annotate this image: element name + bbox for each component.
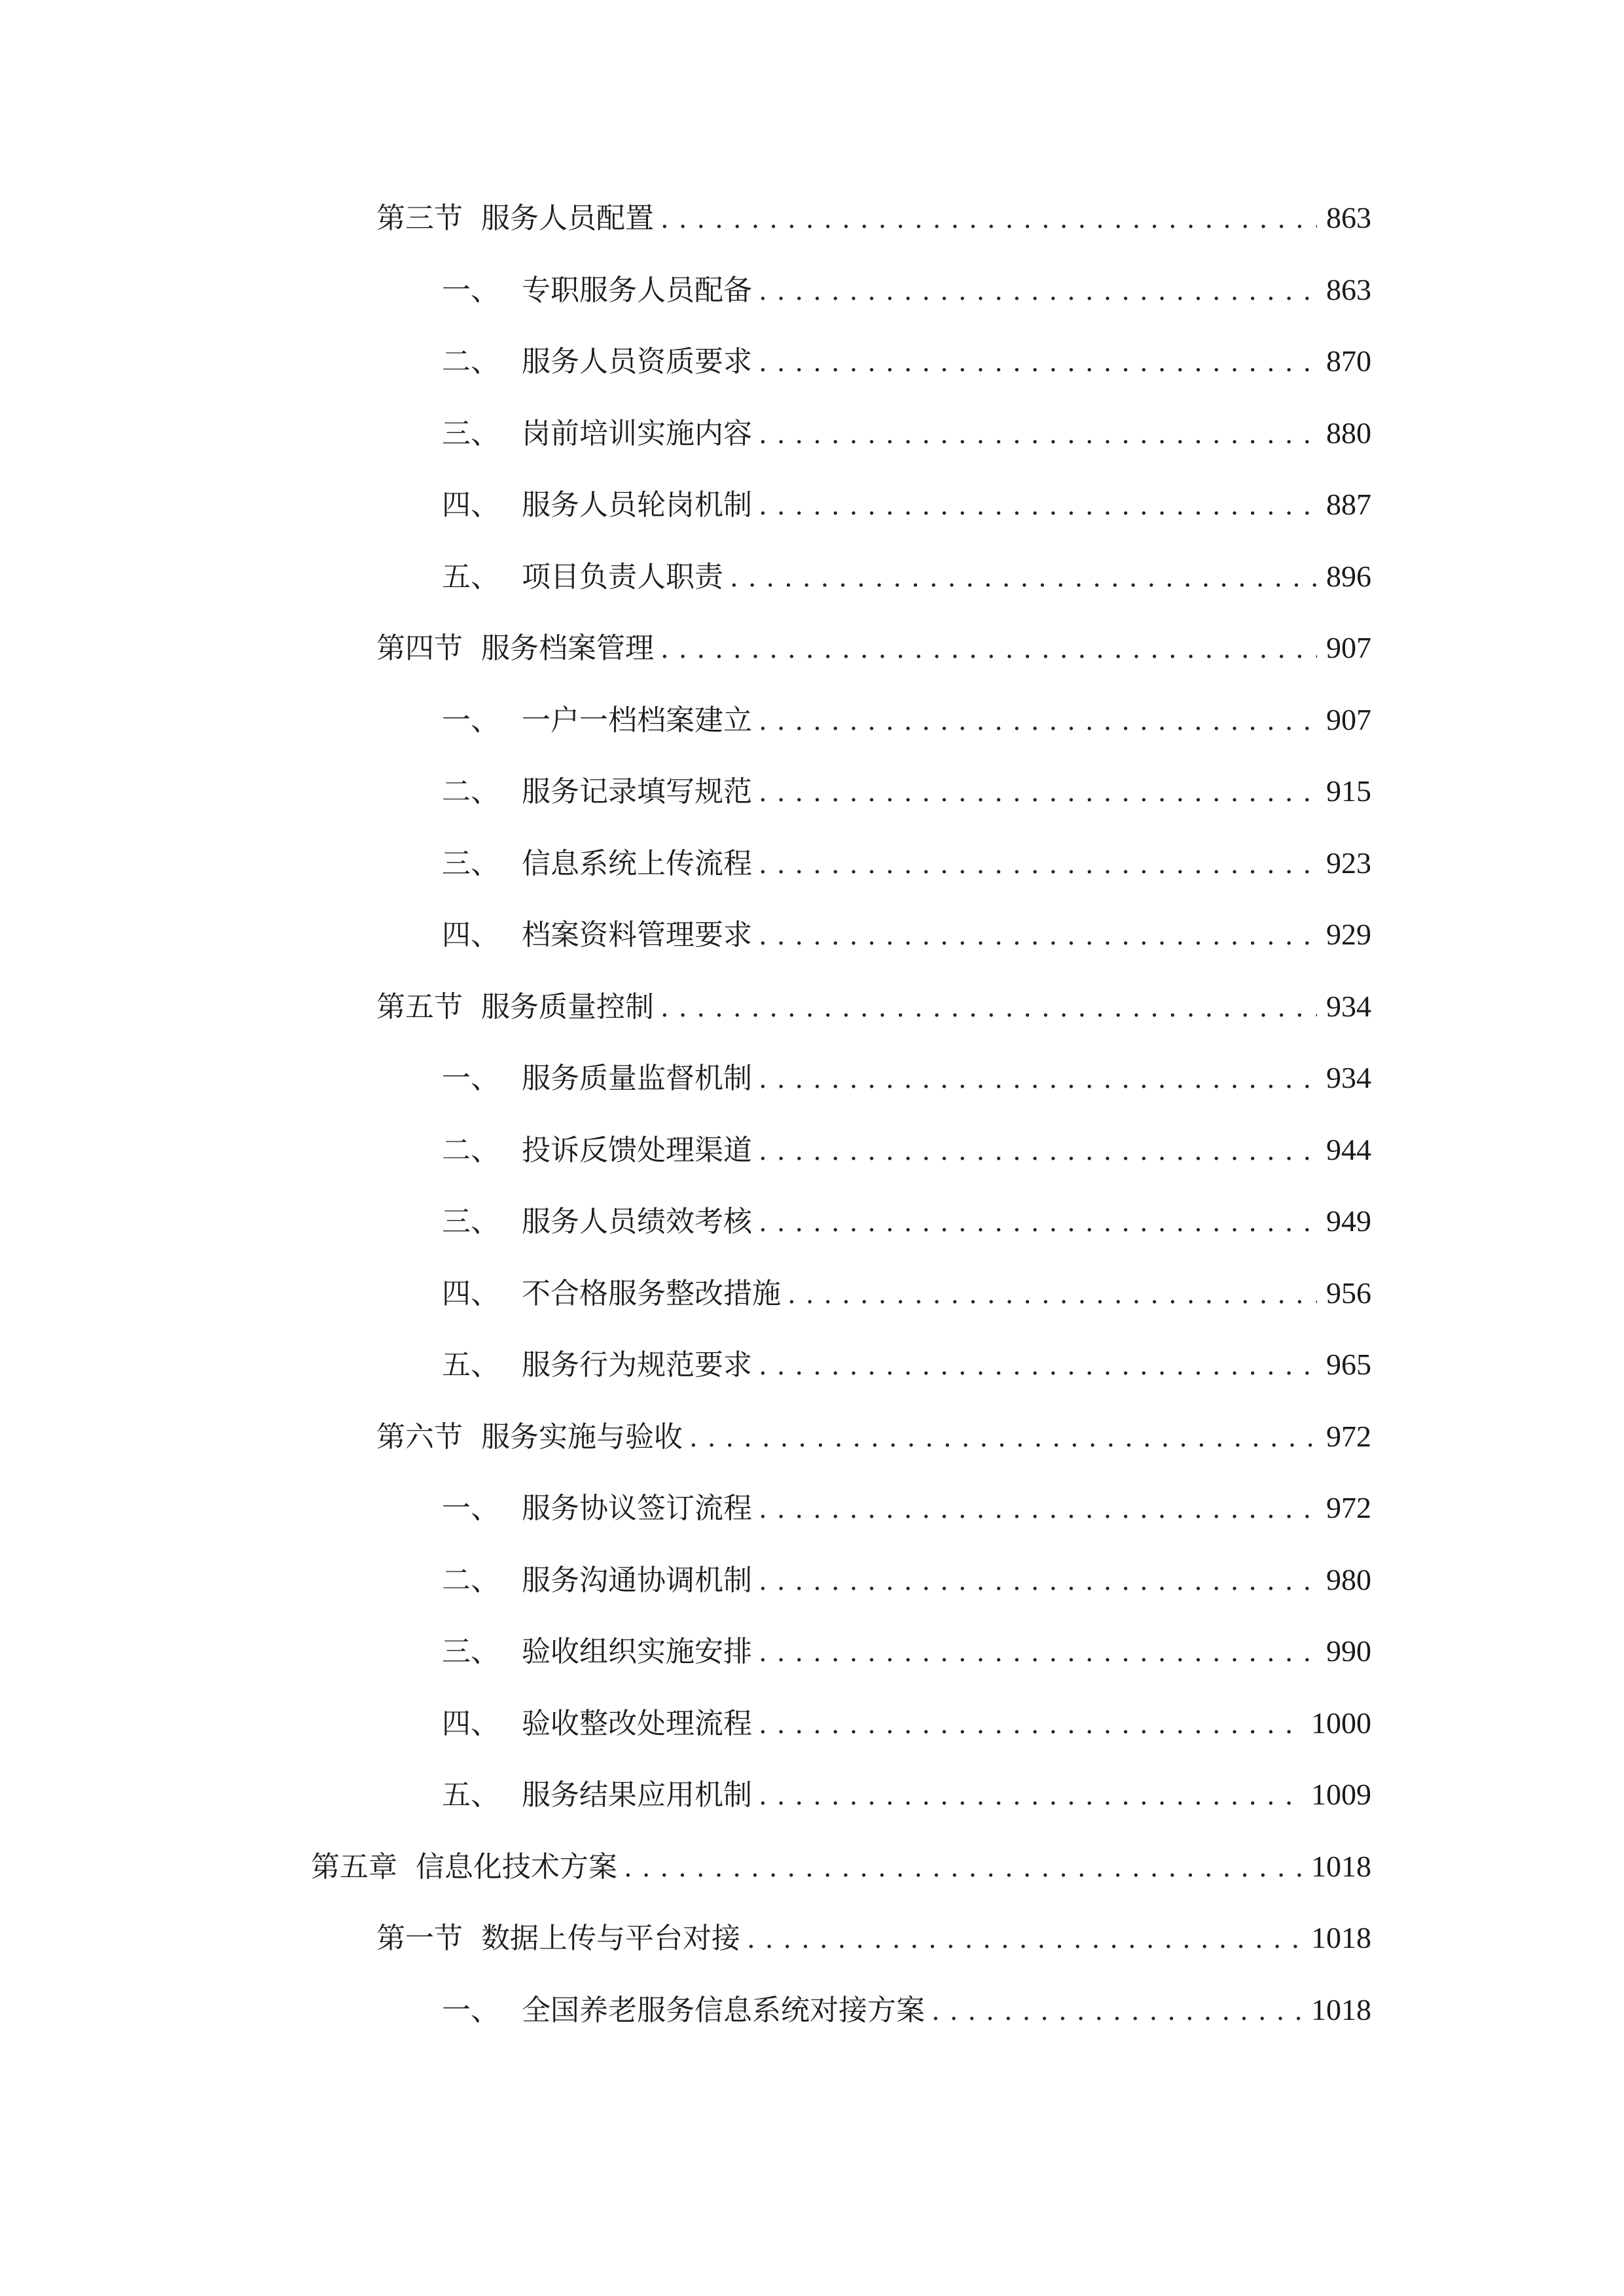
toc-page-number: 949: [1326, 1204, 1371, 1238]
toc-entry-number: 五、: [442, 560, 499, 594]
toc-entry-title: 项目负责人职责: [522, 560, 723, 594]
toc-entry-title: 服务人员资质要求: [522, 345, 752, 378]
toc-entry-number: 五、: [442, 1348, 499, 1382]
toc-item-entry[interactable]: [442, 1775, 1371, 1814]
toc-entry-number: 二、: [442, 1564, 499, 1597]
toc-page-number: 907: [1326, 631, 1371, 664]
toc-entry-number: 第五节: [376, 990, 463, 1024]
toc-entry-number: 三、: [442, 1205, 499, 1238]
dot-leader: [759, 845, 1317, 884]
toc-item-entry[interactable]: [442, 414, 1371, 453]
toc-entry-title: 一户一档档案建立: [522, 704, 752, 737]
toc-entry-title: 服务记录填写规范: [522, 775, 752, 808]
toc-entry-number: 四、: [442, 488, 499, 522]
toc-item-entry[interactable]: [442, 270, 1371, 310]
toc-page-number: 956: [1326, 1276, 1371, 1310]
toc-page-number: 972: [1326, 1420, 1371, 1453]
dot-leader: [759, 272, 1317, 311]
toc-item-entry[interactable]: [442, 844, 1371, 883]
toc-entry-number: 一、: [442, 1492, 499, 1525]
toc-item-entry[interactable]: [442, 1560, 1371, 1600]
toc-item-entry[interactable]: [442, 1274, 1371, 1313]
toc-chapter-entry[interactable]: [311, 1847, 1371, 1886]
toc-item-entry[interactable]: [442, 342, 1371, 381]
toc-entry-number: 三、: [442, 417, 499, 450]
toc-entry-title: 岗前培训实施内容: [522, 417, 752, 450]
toc-entry-title: 服务人员配置: [481, 202, 654, 235]
dot-leader: [759, 1490, 1317, 1529]
dot-leader: [759, 702, 1317, 741]
toc-entry-number: 一、: [442, 1994, 499, 2027]
dot-leader: [759, 486, 1317, 526]
toc-entry-number: 四、: [442, 918, 499, 952]
toc-entry-title: 验收组织实施安排: [522, 1635, 752, 1668]
dot-leader: [660, 988, 1317, 1028]
dot-leader: [931, 1992, 1302, 2031]
toc-item-entry[interactable]: [442, 1704, 1371, 1743]
toc-page-number: 1009: [1311, 1778, 1371, 1811]
toc-page-number: 990: [1326, 1634, 1371, 1668]
toc-entry-title: 服务行为规范要求: [522, 1348, 752, 1382]
toc-section-entry[interactable]: [376, 987, 1371, 1026]
dot-leader: [759, 1705, 1302, 1744]
toc-section-entry[interactable]: [376, 1918, 1371, 1958]
toc-page-number: 863: [1326, 273, 1371, 306]
toc-entry-number: 第三节: [376, 202, 463, 235]
dot-leader: [759, 773, 1317, 812]
toc-entry-title: 服务实施与验收: [481, 1420, 683, 1454]
toc-entry-title: 信息化技术方案: [416, 1850, 617, 1884]
toc-entry-number: 五、: [442, 1778, 499, 1812]
toc-entry-title: 不合格服务整改措施: [522, 1277, 781, 1310]
toc-entry-title: 投诉反馈处理渠道: [522, 1134, 752, 1167]
toc-item-entry[interactable]: [442, 1488, 1371, 1528]
toc-page-number: 863: [1326, 201, 1371, 234]
toc-page-number: 907: [1326, 703, 1371, 736]
toc-entry-title: 服务人员绩效考核: [522, 1205, 752, 1238]
dot-leader: [624, 1848, 1302, 1888]
dot-leader: [759, 343, 1317, 382]
toc-entry-number: 四、: [442, 1277, 499, 1310]
toc-entry-title: 档案资料管理要求: [522, 918, 752, 952]
toc-page-number: 1018: [1311, 1850, 1371, 1883]
dot-leader: [759, 1346, 1317, 1386]
toc-page-number: 896: [1326, 560, 1371, 593]
dot-leader: [660, 630, 1317, 669]
toc-entry-number: 三、: [442, 847, 499, 880]
toc-page-number: 923: [1326, 846, 1371, 880]
toc-page-number: 870: [1326, 344, 1371, 378]
toc-entry-title: 服务结果应用机制: [522, 1778, 752, 1812]
toc-item-entry[interactable]: [442, 1345, 1371, 1384]
toc-entry-title: 服务档案管理: [481, 632, 654, 665]
toc-entry-title: 验收整改处理流程: [522, 1707, 752, 1740]
toc-entry-number: 二、: [442, 775, 499, 808]
dot-leader: [730, 558, 1317, 598]
toc-entry-number: 一、: [442, 1062, 499, 1095]
toc-page-number: 934: [1326, 1061, 1371, 1094]
toc-entry-number: 三、: [442, 1635, 499, 1668]
toc-entry-title: 服务人员轮岗机制: [522, 488, 752, 522]
toc-item-entry[interactable]: [442, 915, 1371, 954]
toc-item-entry[interactable]: [442, 1130, 1371, 1170]
toc-entry-title: 全国养老服务信息系统对接方案: [522, 1994, 925, 2027]
toc-item-entry[interactable]: [442, 1058, 1371, 1098]
toc-page-number: 980: [1326, 1563, 1371, 1596]
dot-leader: [759, 916, 1317, 956]
toc-page-number: 1000: [1311, 1706, 1371, 1740]
dot-leader: [689, 1418, 1317, 1458]
toc-item-entry[interactable]: [442, 1632, 1371, 1671]
dot-leader: [787, 1275, 1317, 1314]
toc-page-number: 1018: [1311, 1993, 1371, 2026]
toc-entry-title: 服务沟通协调机制: [522, 1564, 752, 1597]
dot-leader: [660, 200, 1317, 239]
dot-leader: [759, 1060, 1317, 1099]
toc-entry-title: 服务协议签订流程: [522, 1492, 752, 1525]
dot-leader: [759, 1203, 1317, 1242]
toc-page-number: 972: [1326, 1491, 1371, 1524]
toc-page-number: 929: [1326, 918, 1371, 951]
toc-entry-number: 一、: [442, 274, 499, 307]
toc-item-entry[interactable]: [442, 557, 1371, 596]
toc-entry-number: 第四节: [376, 632, 463, 665]
dot-leader: [759, 1562, 1317, 1601]
toc-page-number: 934: [1326, 990, 1371, 1023]
toc-page-number: 1018: [1311, 1921, 1371, 1954]
toc-entry-number: 第六节: [376, 1420, 463, 1454]
toc-entry-number: 第一节: [376, 1922, 463, 1955]
toc-item-entry[interactable]: [442, 1202, 1371, 1241]
toc-page-number: 880: [1326, 416, 1371, 450]
toc-entry-title: 服务质量控制: [481, 990, 654, 1024]
dot-leader: [759, 1776, 1302, 1816]
dot-leader: [747, 1920, 1302, 1959]
dot-leader: [759, 415, 1317, 454]
toc-entry-title: 数据上传与平台对接: [481, 1922, 740, 1955]
toc-entry-number: 四、: [442, 1707, 499, 1740]
toc-page-number: 965: [1326, 1348, 1371, 1381]
dot-leader: [759, 1132, 1317, 1171]
toc-page-number: 915: [1326, 774, 1371, 808]
toc-item-entry[interactable]: [442, 485, 1371, 524]
toc-section-entry[interactable]: [376, 198, 1371, 238]
dot-leader: [759, 1633, 1317, 1672]
toc-entry-title: 专职服务人员配备: [522, 274, 752, 307]
toc-item-entry[interactable]: [442, 772, 1371, 811]
toc-item-entry[interactable]: [442, 700, 1371, 740]
toc-entry-title: 信息系统上传流程: [522, 847, 752, 880]
toc-section-entry[interactable]: [376, 1417, 1371, 1456]
toc-page-number: 887: [1326, 488, 1371, 521]
toc-entry-title: 服务质量监督机制: [522, 1062, 752, 1095]
toc-item-entry[interactable]: [442, 1990, 1371, 2030]
toc-entry-number: 一、: [442, 704, 499, 737]
toc-entry-number: 第五章: [311, 1850, 397, 1884]
toc-entry-number: 二、: [442, 345, 499, 378]
toc-page-number: 944: [1326, 1133, 1371, 1166]
toc-entry-number: 二、: [442, 1134, 499, 1167]
toc-section-entry[interactable]: [376, 628, 1371, 668]
